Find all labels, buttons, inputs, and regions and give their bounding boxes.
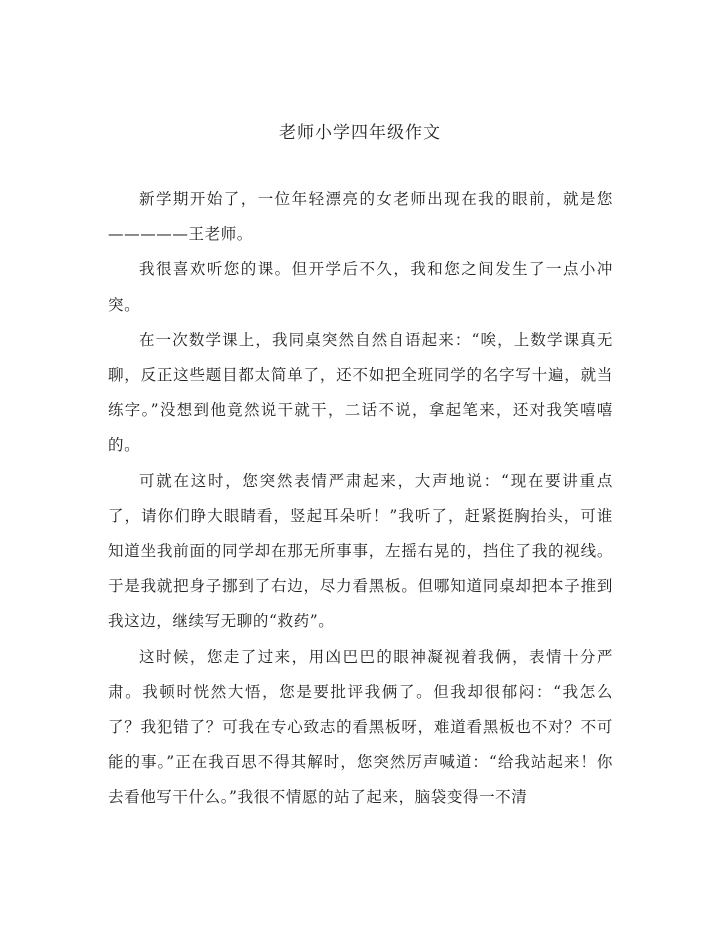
document-body — [108, 182, 613, 816]
paragraph-2: 我很喜欢听您的课。但开学后不久，我和您之间发生了一点小冲突。 — [108, 260, 613, 314]
paragraph-3: 在一次数学课上，我同桌突然自然自语起来：“唉，上数学课真无聊，反正这些题目都太简单了，还不如把全班同学的名字写十遍，就当练字。”没想到他竟然说干就干，二话不说，拿起笔来，还对我笑嘻嘻的。 — [108, 330, 613, 455]
document-title: 老师小学四年级作文 — [279, 123, 441, 143]
paragraph-1: 新学期开始了，一位年轻漂亮的女老师出现在我的眼前，就是您—————王老师。 — [108, 190, 613, 244]
paragraph-4: 可就在这时，您突然表情严肃起来，大声地说：“现在要讲重点了，请你们睁大眼睛看，竖起耳朵听！”我听了，赶紧挺胸抬头，可谁知道坐我前面的同学却在那无所事事，左摇右晃的，挡住了我的视线。于是我就把身子挪到了右边，尽力看黑板。但哪知道同桌却把本子推到我这边，继续写无聊的“救药”。 — [108, 471, 613, 631]
paragraph-5: 这时候，您走了过来，用凶巴巴的眼神凝视着我俩，表情十分严肃。我顿时恍然大悟，您是要批评我俩了。但我却很郁闷：“我怎么了？我犯错了？可我在专心致志的看黑板呀，难道看黑板也不对？不可能的事。”正在我百思不得其解时，您突然厉声喊道：“给我站起来！你去看他写干什么。”我很不情愿的站了起来，脑袋变得一不清 — [108, 647, 613, 807]
